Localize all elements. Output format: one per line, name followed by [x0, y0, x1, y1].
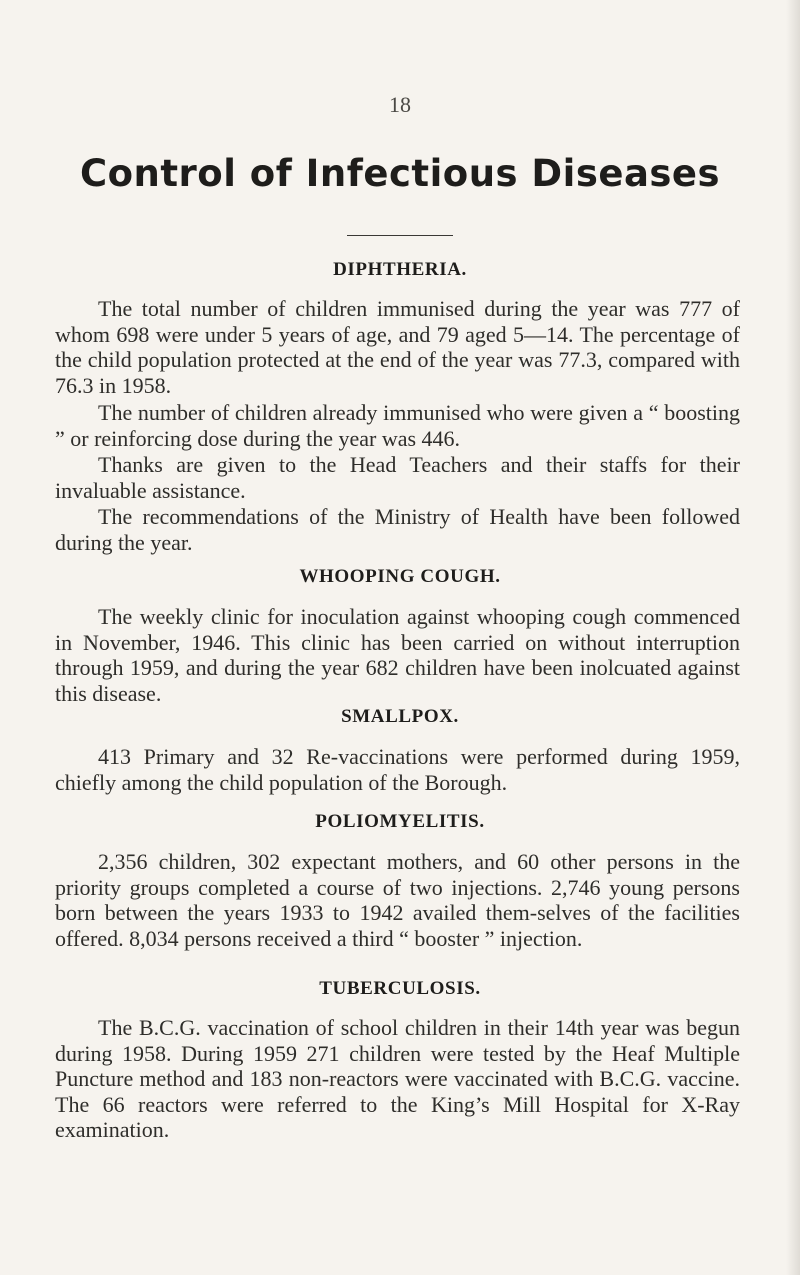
- heading-poliomyelitis: POLIOMYELITIS.: [315, 811, 485, 832]
- paragraph-whooping-cough-1: The weekly clinic for inoculation against whooping cough commenced in November, 1946. This clinic has been carried on without interruption through 1959, and during the year 682 children have been inolcuated against this disease.: [55, 604, 740, 706]
- page-title: Control of Infectious Diseases: [79, 152, 721, 195]
- paragraph-diphtheria-4: The recommendations of the Ministry of Health have been followed during the year.: [55, 504, 740, 555]
- paragraph-diphtheria-2: The number of children already immunised who were given a “ boosting ” or reinforcing dose during the year was 446.: [55, 400, 740, 451]
- heading-diphtheria: DIPHTHERIA.: [333, 259, 467, 280]
- page-number: 18: [389, 92, 411, 117]
- paragraph-diphtheria-1: The total number of children immunised during the year was 777 of whom 698 were under 5 years of age, and 79 aged 5—14. The percentage of the child population protected at the end of the year was 77.3, compared with 76.3 in 1958.: [55, 296, 740, 398]
- title-divider: [347, 235, 453, 236]
- heading-smallpox: SMALLPOX.: [341, 706, 459, 727]
- paragraph-diphtheria-3: Thanks are given to the Head Teachers and their staffs for their invaluable assistance.: [55, 452, 740, 503]
- paragraph-tuberculosis-1: The B.C.G. vaccination of school children in their 14th year was begun during 1958. During 1959 271 children were tested by the Heaf Multiple Puncture method and 183 non-reactors were vaccinated with B.C.G. vaccine. The 66 reactors were referred to the King’s Mill Hospital for X-Ray examination.: [55, 1015, 740, 1142]
- paragraph-smallpox-1: 413 Primary and 32 Re-vaccinations were performed during 1959, chiefly among the child population of the Borough.: [55, 744, 740, 795]
- paragraph-poliomyelitis-1: 2,356 children, 302 expectant mothers, and 60 other persons in the priority groups completed a course of two injections. 2,746 young persons born between the years 1933 to 1942 availed them-selves of the facilities offered. 8,034 persons received a third “ booster ” injection.: [55, 849, 740, 951]
- heading-whooping-cough: WHOOPING COUGH.: [299, 566, 501, 587]
- heading-tuberculosis: TUBERCULOSIS.: [319, 978, 481, 999]
